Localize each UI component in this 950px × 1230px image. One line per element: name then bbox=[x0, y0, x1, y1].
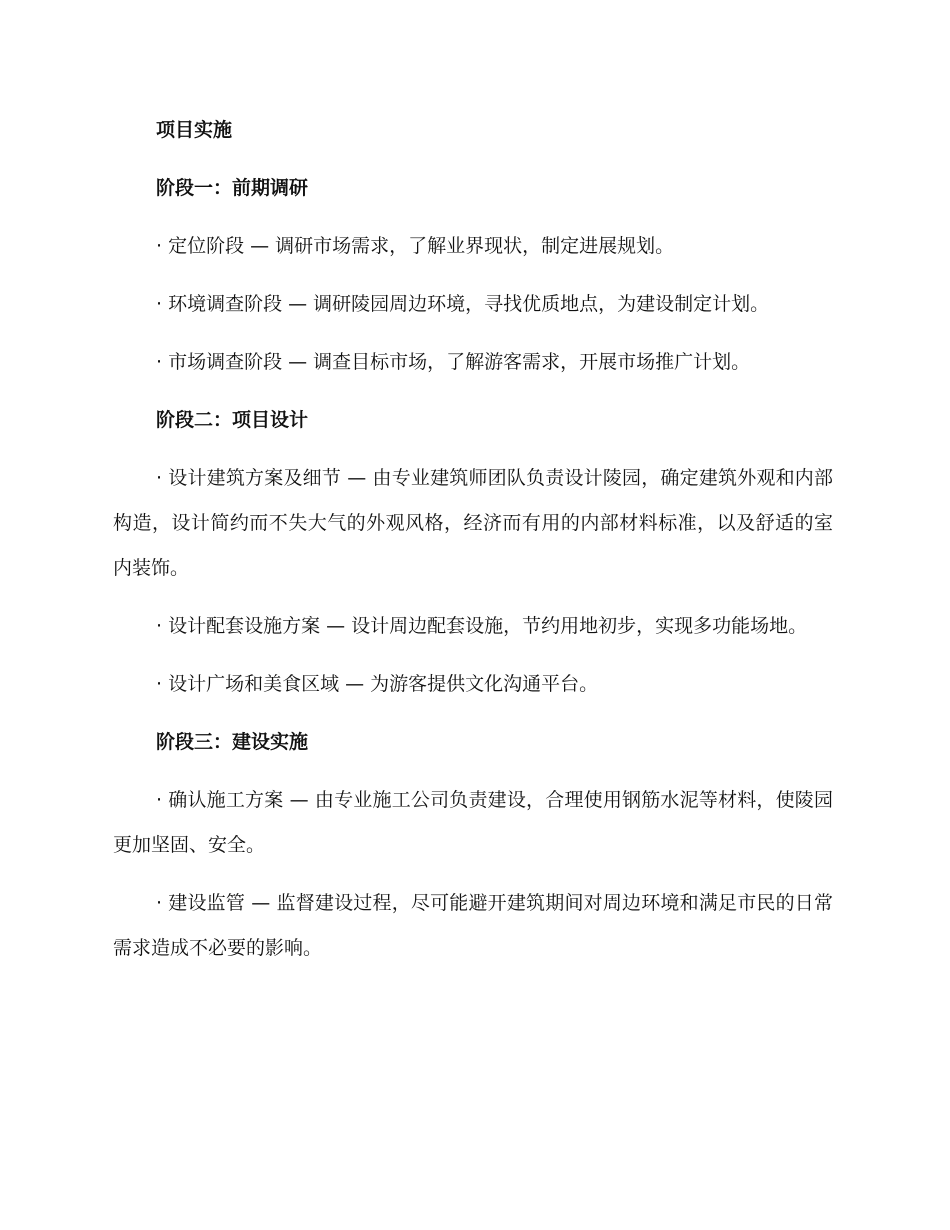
phase-three-item-construction: · 确认施工方案 — 由专业施工公司负责建设，合理使用钢筋水泥等材料，使陵园更加坚固、安全。 bbox=[113, 789, 833, 856]
phase-three-heading: 阶段三：建设实施 bbox=[156, 731, 309, 753]
phase-one-item-environment: · 环境调查阶段 — 调研陵园周边环境，寻找优质地点，为建设制定计划。 bbox=[156, 293, 770, 315]
phase-two-item-plaza: · 设计广场和美食区域 — 为游客提供文化沟通平台。 bbox=[156, 673, 599, 695]
phase-two-item-facilities: · 设计配套设施方案 — 设计周边配套设施，节约用地初步，实现多功能场地。 bbox=[156, 615, 808, 637]
phase-one-heading: 阶段一：前期调研 bbox=[156, 177, 309, 199]
phase-two-item-architecture: · 设计建筑方案及细节 — 由专业建筑师团队负责设计陵园，确定建筑外观和内部构造，设计简约而不失大气的外观风格，经济而有用的内部材料标准，以及舒适的室内装饰。 bbox=[113, 467, 833, 579]
section-title: 项目实施 bbox=[156, 119, 233, 141]
phase-one-item-market: · 市场调查阶段 — 调查目标市场，了解游客需求，开展市场推广计划。 bbox=[156, 351, 751, 373]
phase-one-item-positioning: · 定位阶段 — 调研市场需求，了解业界现状，制定进展规划。 bbox=[156, 235, 675, 257]
document-body bbox=[113, 108, 833, 984]
phase-two-heading: 阶段二：项目设计 bbox=[156, 409, 309, 431]
phase-three-item-supervision: · 建设监管 — 监督建设过程，尽可能避开建筑期间对周边环境和满足市民的日常需求造成不必要的影响。 bbox=[113, 892, 833, 959]
